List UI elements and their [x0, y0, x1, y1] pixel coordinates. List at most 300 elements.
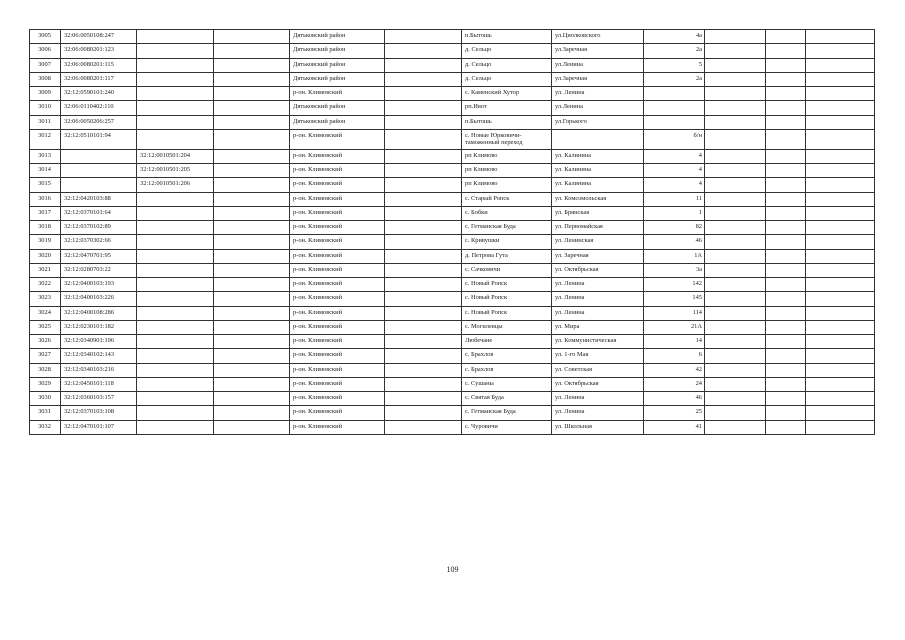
locality-cell: рп Климово — [462, 178, 552, 192]
empty-cell — [705, 306, 766, 320]
cadastral-number-cell: 32:12:0470701:95 — [61, 249, 137, 263]
empty-cell — [214, 164, 290, 178]
empty-cell — [806, 420, 875, 434]
district-cell: р-он. Климовский — [290, 420, 385, 434]
street-cell: ул. Комсомольская — [552, 192, 644, 206]
empty-cell — [385, 363, 462, 377]
district-cell: р-он. Климовский — [290, 306, 385, 320]
cadastral-number-alt-cell: 32:12:0010501:206 — [137, 178, 214, 192]
register-table — [29, 29, 875, 435]
empty-cell — [214, 192, 290, 206]
row-number-cell: 3025 — [30, 320, 61, 334]
empty-cell — [705, 349, 766, 363]
district-cell: р-он. Климовский — [290, 406, 385, 420]
street-cell: ул. 1-го Мая — [552, 349, 644, 363]
empty-cell — [806, 306, 875, 320]
row-number-cell: 3026 — [30, 335, 61, 349]
cadastral-number-cell: 32:12:0400108:286 — [61, 306, 137, 320]
table-row — [30, 263, 875, 277]
empty-cell — [806, 249, 875, 263]
district-cell: р-он. Климовский — [290, 363, 385, 377]
house-number-cell — [644, 101, 705, 115]
cadastral-number-alt-cell — [137, 115, 214, 129]
table-row — [30, 306, 875, 320]
empty-cell — [385, 101, 462, 115]
empty-cell — [806, 30, 875, 44]
empty-cell — [214, 420, 290, 434]
row-number-cell: 3030 — [30, 392, 61, 406]
empty-cell — [705, 249, 766, 263]
empty-cell — [766, 101, 806, 115]
house-number-cell: 11 — [644, 192, 705, 206]
empty-cell — [705, 206, 766, 220]
empty-cell — [705, 72, 766, 86]
district-cell: р-он. Климовский — [290, 349, 385, 363]
house-number-cell: 14 — [644, 335, 705, 349]
locality-cell: с. Сачковичи — [462, 263, 552, 277]
locality-cell: д. Сельцо — [462, 44, 552, 58]
empty-cell — [214, 72, 290, 86]
house-number-cell: 2а — [644, 72, 705, 86]
street-cell: ул.Горького — [552, 115, 644, 129]
empty-cell — [766, 115, 806, 129]
cadastral-number-alt-cell: 32:12:0010501:204 — [137, 149, 214, 163]
cadastral-number-alt-cell — [137, 206, 214, 220]
empty-cell — [385, 249, 462, 263]
locality-cell: с. Могилевцы — [462, 320, 552, 334]
empty-cell — [705, 192, 766, 206]
house-number-cell: 1А — [644, 249, 705, 263]
empty-cell — [214, 178, 290, 192]
house-number-cell — [644, 115, 705, 129]
cadastral-number-cell: 32:06:0050206:257 — [61, 115, 137, 129]
empty-cell — [214, 30, 290, 44]
empty-cell — [214, 349, 290, 363]
district-cell: р-он. Климовский — [290, 87, 385, 101]
locality-cell: п.Бытошь — [462, 115, 552, 129]
empty-cell — [214, 249, 290, 263]
table-row — [30, 44, 875, 58]
table-row — [30, 349, 875, 363]
street-cell: ул. Ленина — [552, 87, 644, 101]
table-row — [30, 58, 875, 72]
house-number-cell: 21А — [644, 320, 705, 334]
empty-cell — [806, 101, 875, 115]
empty-cell — [214, 392, 290, 406]
empty-cell — [385, 349, 462, 363]
cadastral-number-cell: 32:12:0230101:182 — [61, 320, 137, 334]
table-row — [30, 72, 875, 86]
empty-cell — [385, 420, 462, 434]
empty-cell — [705, 335, 766, 349]
empty-cell — [214, 278, 290, 292]
empty-cell — [214, 206, 290, 220]
empty-cell — [806, 72, 875, 86]
district-cell: р-он. Климовский — [290, 335, 385, 349]
empty-cell — [385, 206, 462, 220]
empty-cell — [806, 192, 875, 206]
cadastral-number-cell: 32:12:0340102:143 — [61, 349, 137, 363]
street-cell: ул. Заречная — [552, 249, 644, 263]
empty-cell — [385, 263, 462, 277]
empty-cell — [806, 349, 875, 363]
empty-cell — [766, 178, 806, 192]
locality-cell: с. Старый Ропск — [462, 192, 552, 206]
table-row — [30, 206, 875, 220]
table-row — [30, 221, 875, 235]
house-number-cell: 24 — [644, 377, 705, 391]
cadastral-number-alt-cell — [137, 392, 214, 406]
empty-cell — [766, 349, 806, 363]
table-row — [30, 320, 875, 334]
empty-cell — [806, 221, 875, 235]
empty-cell — [806, 235, 875, 249]
locality-cell: с. Кривушки — [462, 235, 552, 249]
locality-cell: рп Климово — [462, 149, 552, 163]
empty-cell — [214, 115, 290, 129]
row-number-cell: 3027 — [30, 349, 61, 363]
empty-cell — [766, 235, 806, 249]
district-cell: Дятьковский район — [290, 58, 385, 72]
table-row — [30, 192, 875, 206]
table-row — [30, 101, 875, 115]
table-row — [30, 420, 875, 434]
empty-cell — [214, 263, 290, 277]
empty-cell — [214, 406, 290, 420]
empty-cell — [806, 263, 875, 277]
locality-cell: с. Новый Ропск — [462, 292, 552, 306]
empty-cell — [806, 292, 875, 306]
house-number-cell: 25 — [644, 406, 705, 420]
cadastral-number-alt-cell — [137, 249, 214, 263]
locality-cell: с. Гетманская Буда — [462, 406, 552, 420]
house-number-cell: б/н — [644, 129, 705, 149]
cadastral-number-alt-cell — [137, 335, 214, 349]
street-cell: ул. Ленинская — [552, 235, 644, 249]
empty-cell — [766, 392, 806, 406]
house-number-cell: 4 — [644, 178, 705, 192]
cadastral-number-alt-cell — [137, 235, 214, 249]
empty-cell — [705, 235, 766, 249]
empty-cell — [705, 221, 766, 235]
empty-cell — [806, 377, 875, 391]
house-number-cell: 42 — [644, 363, 705, 377]
district-cell: Дятьковский район — [290, 115, 385, 129]
row-number-cell: 3005 — [30, 30, 61, 44]
empty-cell — [385, 335, 462, 349]
table-body — [30, 30, 875, 435]
cadastral-number-alt-cell — [137, 363, 214, 377]
empty-cell — [705, 44, 766, 58]
row-number-cell: 3006 — [30, 44, 61, 58]
empty-cell — [385, 377, 462, 391]
row-number-cell: 3028 — [30, 363, 61, 377]
table-row — [30, 377, 875, 391]
cadastral-number-cell: 32:12:0400103:226 — [61, 292, 137, 306]
empty-cell — [705, 263, 766, 277]
empty-cell — [214, 306, 290, 320]
cadastral-number-alt-cell — [137, 377, 214, 391]
empty-cell — [705, 278, 766, 292]
cadastral-number-cell: 32:12:0280703:22 — [61, 263, 137, 277]
cadastral-number-alt-cell — [137, 87, 214, 101]
empty-cell — [766, 249, 806, 263]
empty-cell — [385, 406, 462, 420]
empty-cell — [705, 87, 766, 101]
empty-cell — [806, 115, 875, 129]
empty-cell — [766, 292, 806, 306]
empty-cell — [385, 235, 462, 249]
empty-cell — [385, 44, 462, 58]
cadastral-number-alt-cell — [137, 192, 214, 206]
empty-cell — [385, 87, 462, 101]
empty-cell — [806, 178, 875, 192]
table-row — [30, 178, 875, 192]
cadastral-number-cell — [61, 149, 137, 163]
empty-cell — [385, 164, 462, 178]
empty-cell — [385, 306, 462, 320]
empty-cell — [766, 221, 806, 235]
street-cell: ул.Заречная — [552, 72, 644, 86]
house-number-cell: 2а — [644, 44, 705, 58]
street-cell: ул. Коммунистическая — [552, 335, 644, 349]
district-cell: р-он. Климовский — [290, 192, 385, 206]
cadastral-number-alt-cell — [137, 306, 214, 320]
street-cell: ул. Калинина — [552, 164, 644, 178]
empty-cell — [214, 377, 290, 391]
empty-cell — [806, 363, 875, 377]
district-cell: р-он. Климовский — [290, 278, 385, 292]
row-number-cell: 3008 — [30, 72, 61, 86]
empty-cell — [806, 129, 875, 149]
empty-cell — [705, 149, 766, 163]
district-cell: р-он. Климовский — [290, 249, 385, 263]
cadastral-number-cell: 32:12:0340901:196 — [61, 335, 137, 349]
cadastral-number-cell: 32:06:0080201:123 — [61, 44, 137, 58]
house-number-cell: 6 — [644, 349, 705, 363]
street-cell: ул. Первомайская — [552, 221, 644, 235]
table-row — [30, 278, 875, 292]
district-cell: Дятьковский район — [290, 101, 385, 115]
cadastral-number-cell: 32:12:0340103:216 — [61, 363, 137, 377]
locality-cell: д. Сельцо — [462, 72, 552, 86]
house-number-cell: 114 — [644, 306, 705, 320]
empty-cell — [766, 278, 806, 292]
cadastral-number-alt-cell — [137, 320, 214, 334]
cadastral-number-alt-cell — [137, 101, 214, 115]
empty-cell — [766, 87, 806, 101]
cadastral-number-cell: 32:12:0590101:240 — [61, 87, 137, 101]
street-cell: ул. Ленина — [552, 406, 644, 420]
empty-cell — [766, 129, 806, 149]
locality-cell: с. Брахлов — [462, 349, 552, 363]
table-row — [30, 87, 875, 101]
row-number-cell: 3017 — [30, 206, 61, 220]
empty-cell — [705, 420, 766, 434]
house-number-cell: 3а — [644, 263, 705, 277]
empty-cell — [766, 164, 806, 178]
house-number-cell — [644, 87, 705, 101]
empty-cell — [806, 44, 875, 58]
street-cell: ул. Ленина — [552, 306, 644, 320]
house-number-cell: 41 — [644, 420, 705, 434]
table-row — [30, 335, 875, 349]
empty-cell — [214, 292, 290, 306]
cadastral-number-cell: 32:06:0080201:117 — [61, 72, 137, 86]
empty-cell — [766, 320, 806, 334]
locality-cell: с. Сушаны — [462, 377, 552, 391]
cadastral-number-alt-cell — [137, 129, 214, 149]
row-number-cell: 3015 — [30, 178, 61, 192]
empty-cell — [766, 72, 806, 86]
cadastral-number-cell: 32:12:0370103:108 — [61, 406, 137, 420]
empty-cell — [705, 115, 766, 129]
row-number-cell: 3019 — [30, 235, 61, 249]
empty-cell — [214, 235, 290, 249]
locality-cell: с. Новые Юрковичи-таможенный переход — [462, 129, 552, 149]
table-row — [30, 292, 875, 306]
table-row — [30, 115, 875, 129]
locality-cell: с. Чуровичи — [462, 420, 552, 434]
street-cell: ул.Циолковского — [552, 30, 644, 44]
empty-cell — [806, 406, 875, 420]
district-cell: р-он. Климовский — [290, 149, 385, 163]
row-number-cell: 3013 — [30, 149, 61, 163]
table-row — [30, 30, 875, 44]
empty-cell — [705, 30, 766, 44]
table-row — [30, 149, 875, 163]
street-cell: ул. Советская — [552, 363, 644, 377]
empty-cell — [705, 101, 766, 115]
empty-cell — [385, 149, 462, 163]
empty-cell — [214, 129, 290, 149]
cadastral-number-cell: 32:12:0400103:193 — [61, 278, 137, 292]
empty-cell — [214, 149, 290, 163]
empty-cell — [705, 178, 766, 192]
locality-cell: с. Брахлов — [462, 363, 552, 377]
row-number-cell: 3011 — [30, 115, 61, 129]
empty-cell — [705, 129, 766, 149]
table-row — [30, 249, 875, 263]
street-cell: ул. Калинина — [552, 178, 644, 192]
cadastral-number-alt-cell — [137, 406, 214, 420]
street-cell: ул. Калинина — [552, 149, 644, 163]
locality-cell: д. Петрова Гута — [462, 249, 552, 263]
district-cell: р-он. Климовский — [290, 206, 385, 220]
empty-cell — [766, 206, 806, 220]
cadastral-number-alt-cell: 32:12:0010501:205 — [137, 164, 214, 178]
district-cell: р-он. Климовский — [290, 164, 385, 178]
row-number-cell: 3009 — [30, 87, 61, 101]
empty-cell — [385, 192, 462, 206]
cadastral-number-alt-cell — [137, 30, 214, 44]
row-number-cell: 3024 — [30, 306, 61, 320]
house-number-cell: 5 — [644, 58, 705, 72]
cadastral-number-alt-cell — [137, 221, 214, 235]
empty-cell — [214, 58, 290, 72]
locality-cell: д. Сельцо — [462, 58, 552, 72]
empty-cell — [385, 320, 462, 334]
row-number-cell: 3010 — [30, 101, 61, 115]
row-number-cell: 3007 — [30, 58, 61, 72]
district-cell: Дятьковский район — [290, 30, 385, 44]
empty-cell — [806, 320, 875, 334]
row-number-cell: 3029 — [30, 377, 61, 391]
empty-cell — [766, 30, 806, 44]
empty-cell — [766, 44, 806, 58]
cadastral-number-cell: 32:12:0370102:89 — [61, 221, 137, 235]
empty-cell — [766, 306, 806, 320]
empty-cell — [806, 87, 875, 101]
empty-cell — [806, 149, 875, 163]
district-cell: р-он. Климовский — [290, 221, 385, 235]
house-number-cell: 46 — [644, 392, 705, 406]
house-number-cell: 4а — [644, 30, 705, 44]
street-cell: ул. Школьная — [552, 420, 644, 434]
district-cell: р-он. Климовский — [290, 178, 385, 192]
house-number-cell: 145 — [644, 292, 705, 306]
empty-cell — [806, 206, 875, 220]
district-cell: р-он. Климовский — [290, 235, 385, 249]
street-cell: ул.Ленина — [552, 101, 644, 115]
district-cell: р-он. Климовский — [290, 392, 385, 406]
house-number-cell: 46 — [644, 235, 705, 249]
row-number-cell: 3018 — [30, 221, 61, 235]
row-number-cell: 3021 — [30, 263, 61, 277]
empty-cell — [766, 377, 806, 391]
house-number-cell: 82 — [644, 221, 705, 235]
empty-cell — [214, 87, 290, 101]
table-row — [30, 129, 875, 149]
locality-cell: рп.Ивот — [462, 101, 552, 115]
locality-cell: с. Каменский Хутор — [462, 87, 552, 101]
street-cell: ул. Мира — [552, 320, 644, 334]
district-cell: р-он. Климовский — [290, 320, 385, 334]
house-number-cell: 142 — [644, 278, 705, 292]
empty-cell — [705, 406, 766, 420]
table-row — [30, 235, 875, 249]
cadastral-number-cell: 32:12:0360103:157 — [61, 392, 137, 406]
row-number-cell: 3014 — [30, 164, 61, 178]
row-number-cell: 3022 — [30, 278, 61, 292]
cadastral-number-alt-cell — [137, 349, 214, 363]
empty-cell — [385, 178, 462, 192]
district-cell: р-он. Климовский — [290, 292, 385, 306]
table-row — [30, 363, 875, 377]
table-row — [30, 392, 875, 406]
table-row — [30, 164, 875, 178]
house-number-cell: 1 — [644, 206, 705, 220]
empty-cell — [705, 320, 766, 334]
row-number-cell: 3031 — [30, 406, 61, 420]
empty-cell — [806, 164, 875, 178]
empty-cell — [385, 72, 462, 86]
cadastral-number-cell: 32:12:0470101:107 — [61, 420, 137, 434]
empty-cell — [385, 30, 462, 44]
locality-cell: Любечане — [462, 335, 552, 349]
empty-cell — [705, 292, 766, 306]
cadastral-number-alt-cell — [137, 58, 214, 72]
cadastral-number-cell — [61, 164, 137, 178]
street-cell: ул. Брянская — [552, 206, 644, 220]
empty-cell — [214, 221, 290, 235]
row-number-cell: 3020 — [30, 249, 61, 263]
locality-cell: с. Новый Ропск — [462, 278, 552, 292]
page-number: 109 — [446, 565, 459, 574]
empty-cell — [705, 377, 766, 391]
empty-cell — [766, 335, 806, 349]
cadastral-number-cell: 32:06:0050108:247 — [61, 30, 137, 44]
